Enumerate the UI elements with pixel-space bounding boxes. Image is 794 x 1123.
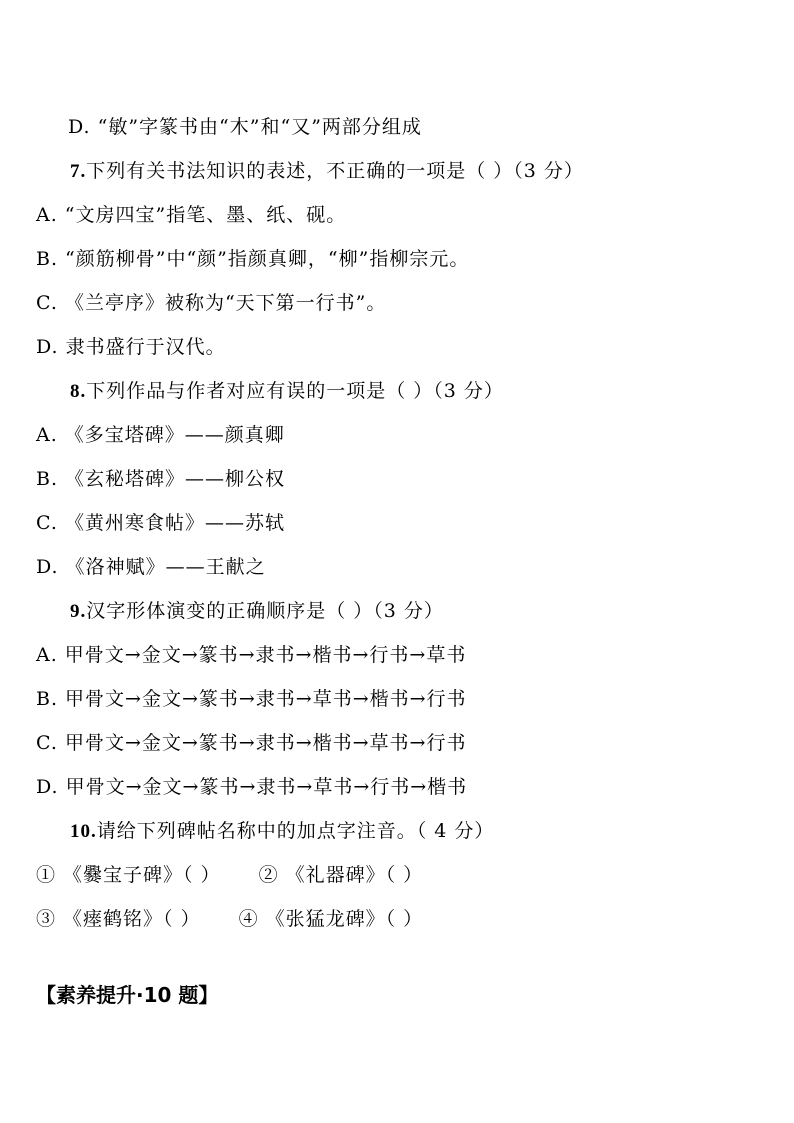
question-9-number: 9. <box>70 601 87 622</box>
question-7-option-c: C. 《兰亭序》被称为“天下第一行书”。 <box>36 292 387 314</box>
question-10-item-3: ③ 《瘗鹤铭》（ ） <box>36 908 201 930</box>
question-9-option-a: A. 甲骨文→金文→篆书→隶书→楷书→行书→草书 <box>36 644 467 666</box>
question-10-row-2 <box>36 907 423 931</box>
question-7-number: 7. <box>70 161 87 182</box>
question-7-stem <box>70 159 584 184</box>
question-9-option-c: C. 甲骨文→金文→篆书→隶书→楷书→草书→行书 <box>36 732 467 754</box>
question-7-text: 下列有关书法知识的表述，不正确的一项是（ ）（3 分） <box>86 160 584 182</box>
question-8-text: 下列作品与作者对应有误的一项是（ ）（3 分） <box>86 380 504 402</box>
question-9-option-b: B. 甲骨文→金文→篆书→隶书→草书→楷书→行书 <box>36 688 467 710</box>
question-10-item-4: ④ 《张猛龙碑》（ ） <box>238 908 424 930</box>
question-7-option-b: B. “颜筋柳骨”中“颜”指颜真卿，“柳”指柳宗元。 <box>36 248 470 270</box>
question-9-stem <box>70 599 444 624</box>
question-8-option-c: C. 《黄州寒食帖》——苏轼 <box>36 512 285 534</box>
question-10-item-2: ② 《礼器碑》（ ） <box>258 864 424 886</box>
section-title: 【素养提升·10 题】 <box>36 983 219 1007</box>
question-9-option-d: D. 甲骨文→金文→篆书→隶书→草书→行书→楷书 <box>36 776 468 798</box>
question-8-stem <box>70 379 504 404</box>
question-7-option-a: A. “文房四宝”指笔、墨、纸、砚。 <box>36 204 347 226</box>
question-9-text: 汉字形体演变的正确顺序是（ ）（3 分） <box>86 600 444 622</box>
question-10-item-1: ① 《爨宝子碑》（ ） <box>36 864 221 886</box>
question-10-stem <box>70 819 494 844</box>
question-10-text: 请给下列碑帖名称中的加点字注音。（ 4 分） <box>96 820 495 842</box>
question-10-row-1 <box>36 863 423 887</box>
question-8-option-a: A. 《多宝塔碑》——颜真卿 <box>36 424 285 446</box>
question-8-option-d: D. 《洛神赋》——王献之 <box>36 556 266 578</box>
question-6-option-d: D. “敏”字篆书由“木”和“又”两部分组成 <box>68 116 422 138</box>
question-10-number: 10. <box>70 821 97 842</box>
question-8-option-b: B. 《玄秘塔碑》——柳公权 <box>36 468 286 490</box>
question-7-option-d: D. 隶书盛行于汉代。 <box>36 336 226 358</box>
question-8-number: 8. <box>70 381 87 402</box>
